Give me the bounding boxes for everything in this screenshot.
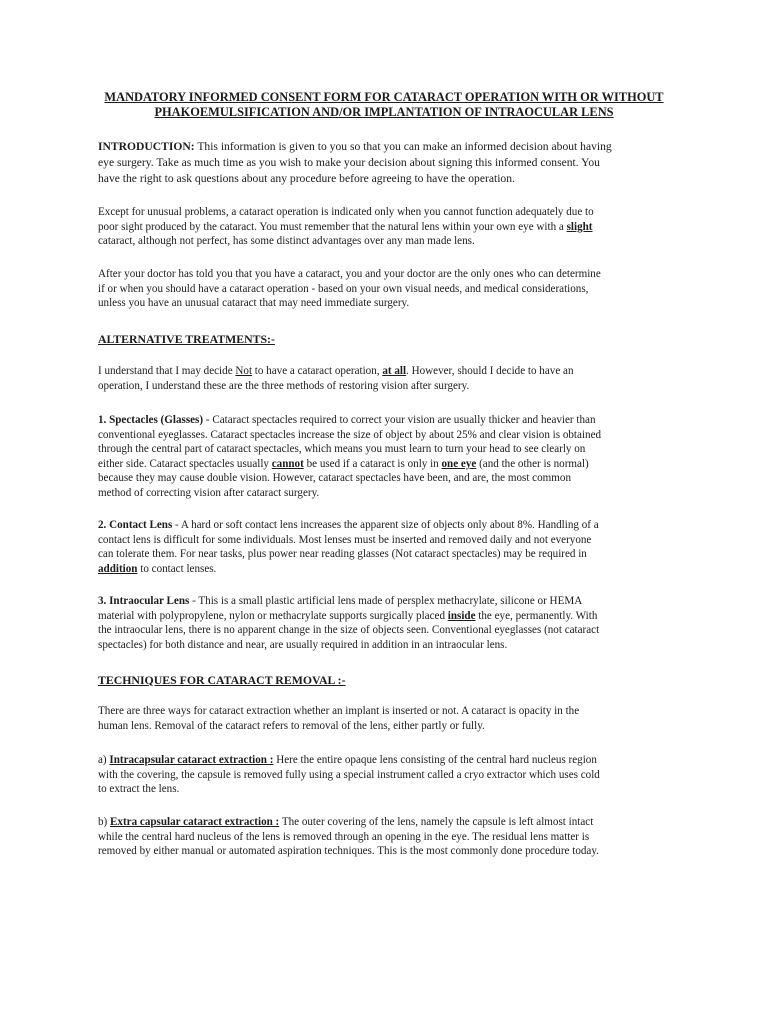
intraocular-lens-paragraph: 3. Intraocular Lens - This is a small plastic artificial lens made of persplex methacrylate, silicone or HEMA material with polypropylene, nylon or methacrylate supports surgically placed inside the eye, permanently. With the intraocular lens, there is no apparent change in the size of objects seen. Conventional eyeglasses (not cataract spectacles) for both distance and near, are usually required in addition in an intraocular lens. [98, 595, 600, 651]
contact-lens-label: 2. Contact Lens [98, 519, 173, 531]
spectacles-paragraph: 1. Spectacles (Glasses) - Cataract spectacles required to correct your vision are usually thicker and heavier than conventional eyeglasses. Cataract spectacles increase the size of object by about 25% and clear vision is obtained through the central part of cataract spectacles, which means you must learn to turn your head to see clearly on either side. Cataract spectacles usually cannot be used if a cataract is only in one eye (and the other is normal) because they may cause double vision. However, cataract spectacles have been, and are, the most common method of correcting vision after cataract surgery. [98, 414, 602, 499]
contact-lens-paragraph: 2. Contact Lens - A hard or soft contact lens increases the apparent size of objects only about 8%. Handling of a contact lens is difficult for some individuals. Most lenses must be inserted and removed daily and not everyone can tolerate them. For near tasks, plus power near reading glasses (Not cataract spectacles) may be required in addition to contact lenses. [98, 519, 599, 575]
emphasis-slight: slight [566, 220, 593, 233]
intracapsular-paragraph: a) Intracapsular cataract extraction : Here the entire opaque lens consisting of the central hard nucleus region with the covering, the capsule is removed fully using a special instrument called a cryo extractor which uses cold to extract the lens. [98, 754, 600, 796]
emphasis-at-all: at all [382, 365, 407, 377]
spectacles-label: 1. Spectacles (Glasses) [98, 414, 204, 426]
page-title [98, 89, 670, 118]
emphasis-one-eye: one eye [441, 457, 477, 470]
ways-paragraph: There are three ways for cataract extraction whether an implant is inserted or not. A cataract is opacity in the human lens. Removal of the cataract refers to removal of the lens, either partly or fully. [98, 705, 580, 732]
understand-paragraph: I understand that I may decide Not to have a cataract operation, at all. However, should I decide to have an operation, I understand these are the three methods of restoring vision after surgery. [98, 365, 574, 392]
introduction-label: INTRODUCTION: [98, 140, 195, 153]
techniques-heading: TECHNIQUES FOR CATARACT REMOVAL :- [98, 673, 346, 687]
extracapsular-paragraph: b) Extra capsular cataract extraction : The outer covering of the lens, namely the capsule is left almost intact while the central hard nucleus of the lens is removed through an opening in the eye. The residual lens matter is removed by either manual or automated aspiration techniques. This is the most commonly done procedure today. [98, 816, 599, 858]
title-line-1: MANDATORY INFORMED CONSENT FORM FOR CATARACT OPERATION WITH OR WITHOUT [104, 90, 664, 104]
alternative-treatments-heading: ALTERNATIVE TREATMENTS:- [98, 332, 275, 346]
emphasis-cannot: cannot [271, 457, 304, 470]
intracapsular-label: Intracapsular cataract extraction : [109, 754, 274, 766]
emphasis-addition: addition [98, 562, 138, 575]
emphasis-not: Not [235, 365, 253, 377]
except-paragraph: Except for unusual problems, a cataract operation is indicated only when you cannot function adequately due to poor sight produced by the cataract. You must remember that the natural lens within your own eye with a slight cataract, although not perfect, has some distinct advantages over any man made lens. [98, 206, 594, 248]
title-line-2: PHAKOEMULSIFICATION AND/OR IMPLANTATION OF INTRAOCULAR LENS [154, 104, 614, 119]
introduction-paragraph: INTRODUCTION: This information is given to you so that you can make an informed decision about having eye surgery. Take as much time as you wish to make your decision about signing this informed consent. You have the right to ask questions about any procedure before agreeing to have the operation. [98, 140, 612, 185]
emphasis-inside: inside [447, 609, 476, 622]
after-paragraph: After your doctor has told you that you have a cataract, you and your doctor are the only ones who can determine if or when you should have a cataract operation - based on your own visual needs, and medical considerations, unless you have an unusual cataract that may need immediate surgery. [98, 268, 601, 310]
extracapsular-label: Extra capsular cataract extraction : [110, 816, 280, 828]
intraocular-lens-label: 3. Intraocular Lens [98, 595, 190, 607]
